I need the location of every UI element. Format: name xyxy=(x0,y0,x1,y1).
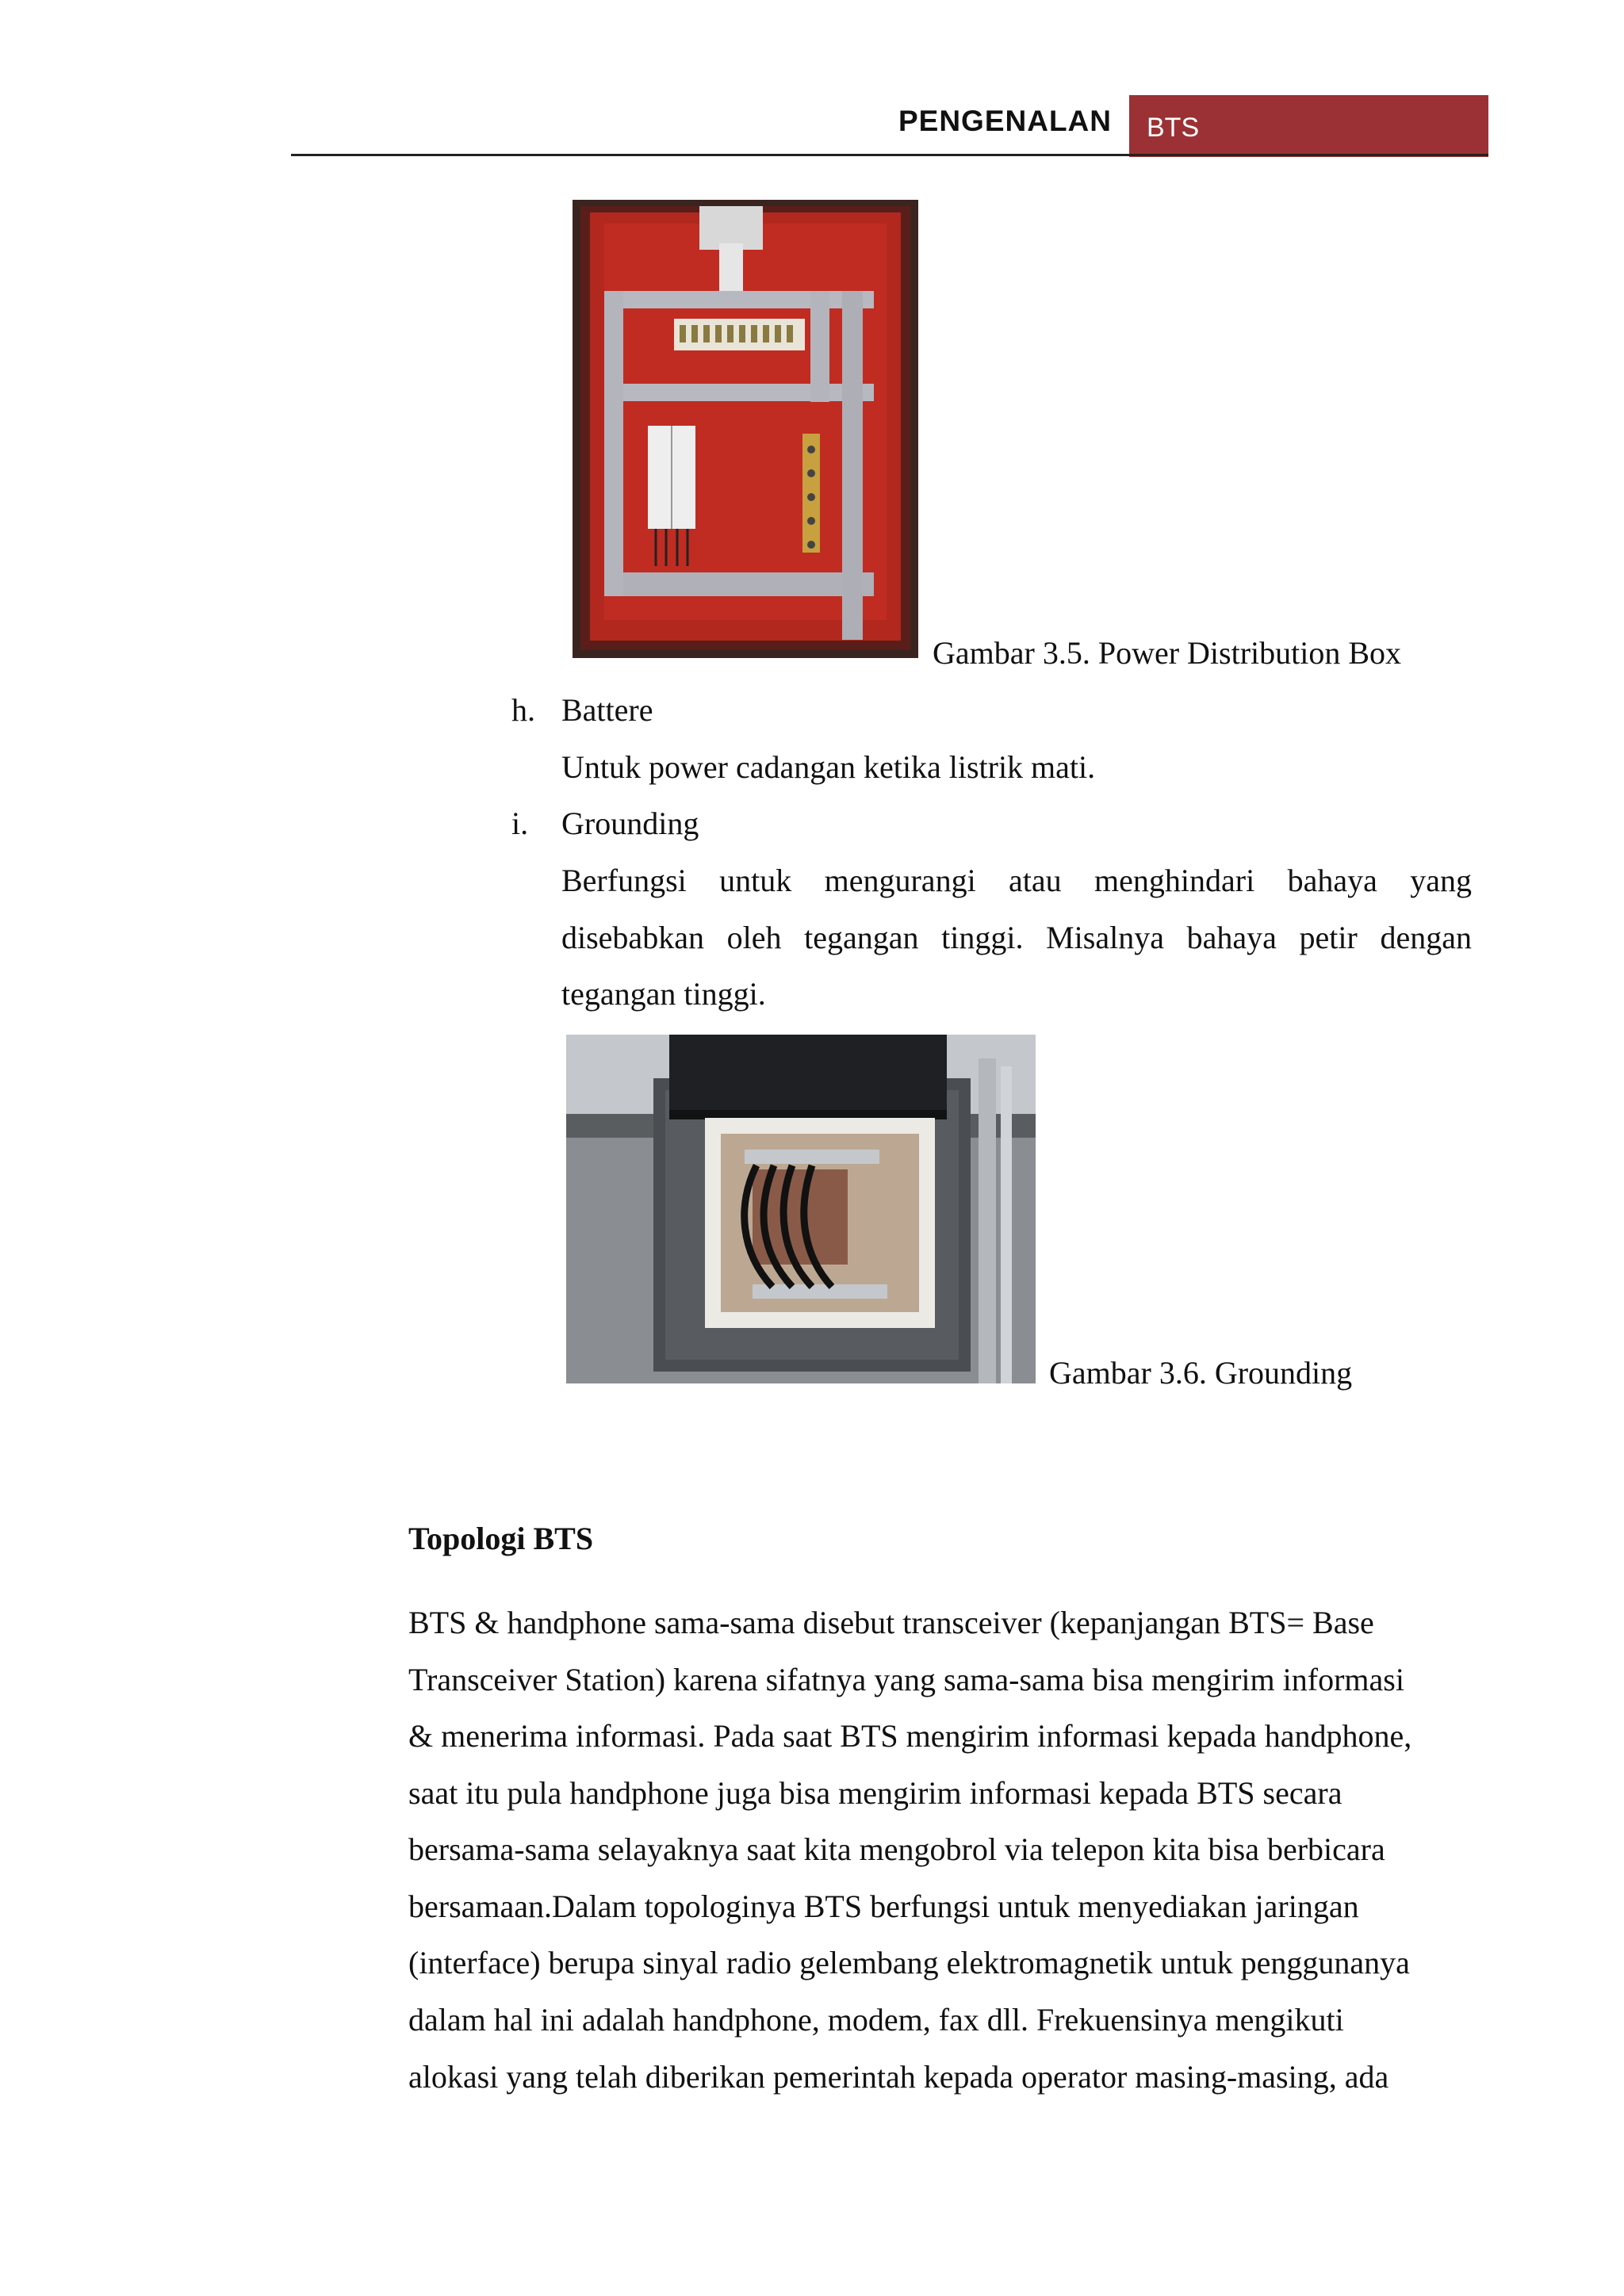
figure-caption-grounding: Gambar 3.6. Grounding xyxy=(1049,1355,1353,1391)
header-title: PENGENALAN xyxy=(898,105,1112,137)
grounding-text-line: Berfungsi untuk mengurangi atau menghindari bahaya yang xyxy=(561,863,1472,898)
header-tab-label: BTS xyxy=(1147,113,1200,143)
list-title-battere: Battere xyxy=(561,692,653,728)
paragraph-line: dalam hal ini adalah handphone, modem, fax dll. Frekuensinya mengikuti xyxy=(408,2002,1344,2038)
paragraph-line: BTS & handphone sama-sama disebut transceiver (kepanjangan BTS= Base xyxy=(408,1605,1374,1640)
paragraph-line: & menerima informasi. Pada saat BTS mengirim informasi kepada handphone, xyxy=(408,1718,1412,1754)
list-marker-h: h. xyxy=(511,692,535,728)
list-marker-i: i. xyxy=(511,806,529,841)
header-rule xyxy=(291,154,1488,156)
list-description-battere: Untuk power cadangan ketika listrik mati. xyxy=(561,749,1096,785)
grounding-text-line: tegangan tinggi. xyxy=(561,976,766,1012)
paragraph-line: Transceiver Station) karena sifatnya yang sama-sama bisa mengirim informasi xyxy=(408,1662,1404,1697)
grounding-photo xyxy=(566,1035,1036,1383)
paragraph-line: bersamaan.Dalam topologinya BTS berfungsi untuk menyediakan jaringan xyxy=(408,1888,1359,1924)
paragraph-line: (interface) berupa sinyal radio gelembang elektromagnetik untuk penggunanya xyxy=(408,1945,1410,1980)
grounding-text-line: disebabkan oleh tegangan tinggi. Misalnya bahaya petir dengan xyxy=(561,920,1472,955)
section-heading: Topologi BTS xyxy=(408,1521,594,1556)
header-tab xyxy=(1129,95,1488,157)
paragraph-line: bersama-sama selayaknya saat kita mengobrol via telepon kita bisa berbicara xyxy=(408,1831,1385,1867)
figure-caption-power-box: Gambar 3.5. Power Distribution Box xyxy=(933,635,1402,671)
paragraph-line: saat itu pula handphone juga bisa mengirim informasi kepada BTS secara xyxy=(408,1775,1342,1811)
list-title-grounding: Grounding xyxy=(561,806,699,841)
paragraph-line: alokasi yang telah diberikan pemerintah kepada operator masing-masing, ada xyxy=(408,2059,1389,2095)
power-distribution-box-photo xyxy=(573,200,918,658)
